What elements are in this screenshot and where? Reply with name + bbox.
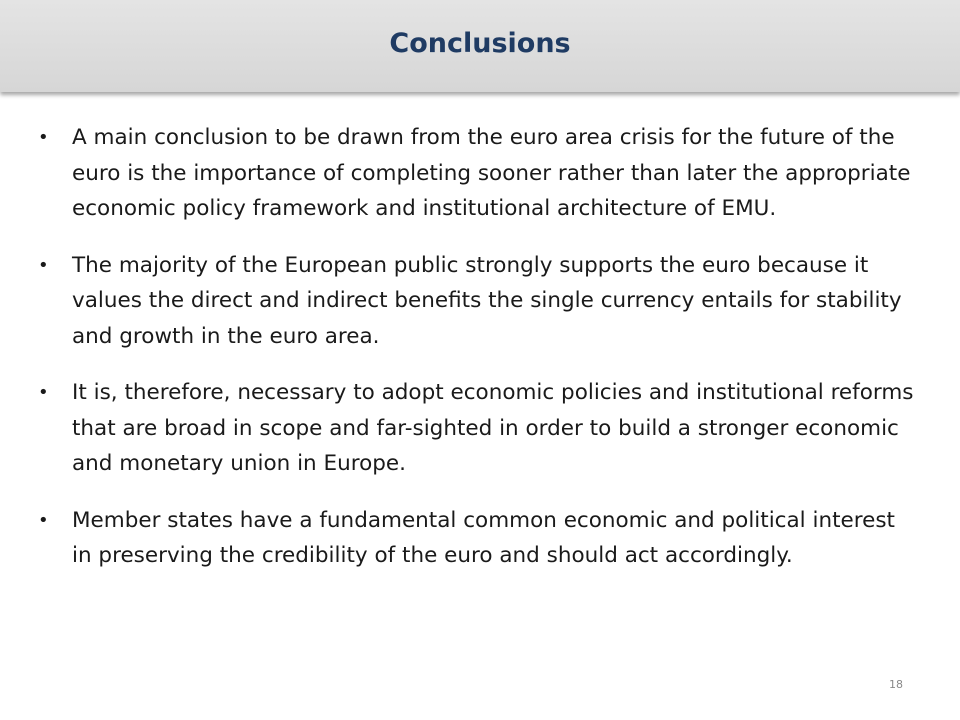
title-bar: [0, 0, 960, 92]
bullet-item: [38, 120, 918, 227]
bullet-dot-icon: •: [38, 382, 49, 403]
bullet-text: The majority of the European public strongly supports the euro because it values the direct and indirect benefits the single currency entails for stability and growth in the euro area.: [72, 252, 902, 349]
bullet-item: [38, 248, 918, 355]
page-number: 18: [889, 678, 903, 691]
bullet-item: [38, 375, 918, 482]
bullet-text: Member states have a fundamental common economic and political interest in preserving the credibility of the euro and should act accordingly.: [72, 507, 895, 568]
bullet-list: [38, 120, 918, 595]
bullet-dot-icon: •: [38, 509, 49, 531]
bullet-text: It is, therefore, necessary to adopt economic policies and institutional reforms that are broad in scope and far-sighted in order to build a stronger economic and monetary union in Europe.: [72, 380, 914, 476]
bullet-dot-icon: •: [38, 254, 49, 276]
slide-title: Conclusions: [389, 28, 571, 59]
bullet-dot-icon: •: [38, 127, 49, 148]
bullet-item: [38, 503, 918, 574]
bullet-text: A main conclusion to be drawn from the euro area crisis for the future of the euro is the importance of completing sooner rather than later the appropriate economic policy framework and institutional architecture of EMU.: [72, 125, 911, 221]
